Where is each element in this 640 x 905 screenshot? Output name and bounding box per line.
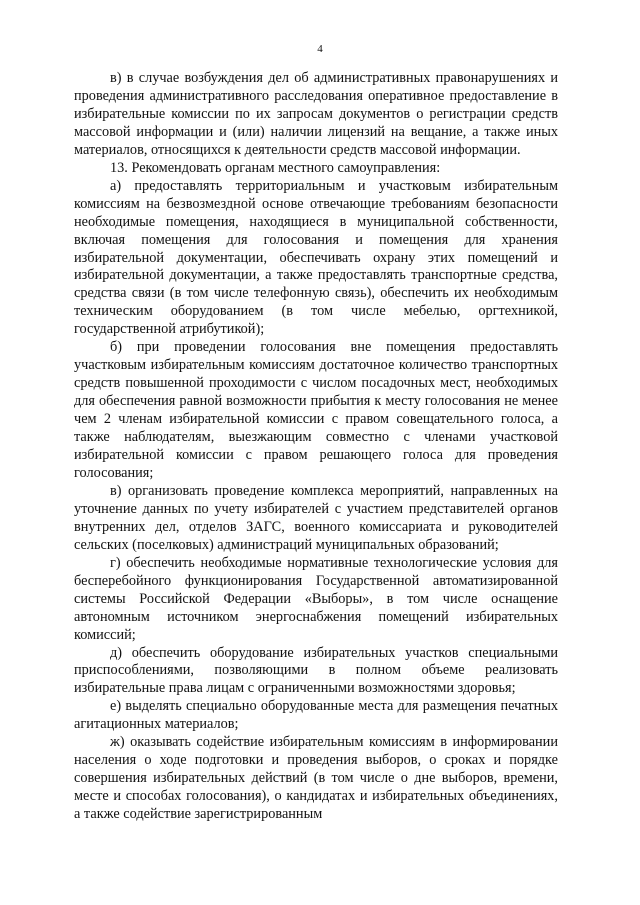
paragraph-v-voter-records: в) организовать проведение комплекса мероприятий, направленных на уточнение данных по учету избирателей с участием представителей органов внутренних дел, отделов ЗАГС, военного комиссариата и руководителей сельских (поселковых) администраций муниципальных образований; <box>74 482 558 553</box>
paragraph-g-gas-vybory: г) обеспечить необходимые нормативные технологические условия для бесперебойного функционирования Государственной автоматизированной системы Российской Федерации «Выборы», в том числе оснащение автономным источником энергоснабжения помещений избирательных комиссий; <box>74 554 558 643</box>
paragraph-d-accessibility: д) обеспечить оборудование избирательных участков специальными приспособлениями, позволяющими в полном объеме реализовать избирательные права лицам с ограниченными возможностями здоровья; <box>74 644 558 697</box>
paragraph-b-transport: б) при проведении голосования вне помещения предоставлять участковым избирательным комиссиям достаточное количество транспортных средств повышенной проходимости с числом посадочных мест, необходимых для обеспечения равной возможности прибытия к месту голосования не менее чем 2 членам избирательной комиссии с правом совещательного голоса, а также наблюдателям, выезжающим совместно с членами участковой избирательной комиссии с правом решающего голоса для проведения голосования; <box>74 339 558 481</box>
body-text <box>74 70 558 824</box>
paragraph-e-campaign-materials: е) выделять специально оборудованные места для размещения печатных агитационных материалов; <box>74 698 558 733</box>
paragraph-a-premises: а) предоставлять территориальным и участковым избирательным комиссиям на безвозмездной основе отвечающие требованиям безопасности необходимые помещения, находящиеся в муниципальной собственности, включая помещения для голосования и помещения для хранения избирательной документации, обеспечивать охрану этих помещений и избирательной документации, а также предоставлять транспортные средства, средства связи (в том числе телефонную связь), обеспечить их необходимым техническим оборудованием (в том числе мебелью, оргтехникой, государственной атрибутикой); <box>74 177 558 338</box>
paragraph-v-media-materials: в) в случае возбуждения дел об административных правонарушениях и проведения административного расследования оперативное предоставление в избирательные комиссии по их запросам документов о регистрации средств массовой информации и (или) наличии лицензий на вещание, а также иных материалов, относящихся к деятельности средств массовой информации. <box>74 70 558 158</box>
page-number: 4 <box>317 43 323 55</box>
paragraph-13-recommendation: 13. Рекомендовать органам местного самоуправления: <box>110 159 441 176</box>
paragraph-zh-informing: ж) оказывать содействие избирательным комиссиям в информировании населения о ходе подготовки и проведения выборов, о сроках и порядке совершения избирательных действий (в том числе о дне выборов, времени, месте и способах голосования), о кандидатах и избирательных объединениях, а также содействие зарегистрированным <box>74 734 558 823</box>
